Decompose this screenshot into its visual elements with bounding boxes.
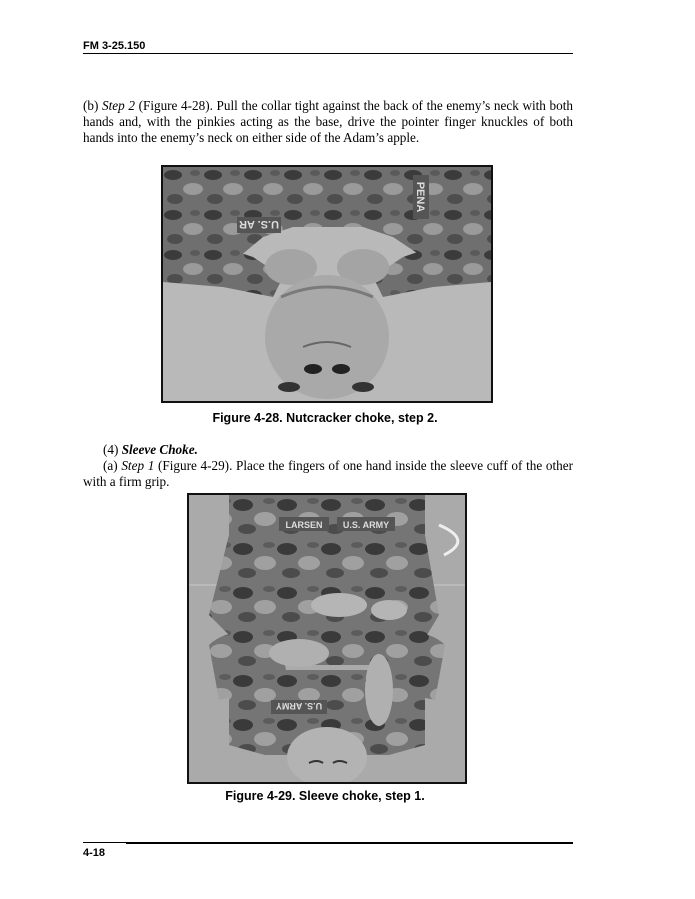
para-text: (Figure 4-29). Place the fingers of one hand inside the sleeve cuff of the other with a firm grip. — [83, 458, 573, 489]
step-label: Step 1 — [121, 458, 155, 473]
paragraph-step-2 — [83, 98, 573, 146]
section-heading — [83, 442, 573, 458]
header-rule — [83, 53, 573, 54]
section-prefix: (4) — [103, 442, 122, 457]
figure-4-28-caption: Figure 4-28. Nutcracker choke, step 2. — [212, 411, 438, 425]
para-text: (Figure 4-28). Pull the collar tight against the back of the enemy’s neck with both hands and, with the pinkies acting as the base, drive the pointer finger knuckles of both hands into the enemy’s neck on either side of the Adam’s apple. — [83, 98, 573, 145]
figure-4-29-caption: Figure 4-29. Sleeve choke, step 1. — [225, 789, 425, 803]
tape-larsen: LARSEN — [285, 520, 323, 530]
figure-4-28-photo — [161, 165, 493, 403]
para-prefix: (b) — [83, 98, 103, 113]
section-title: Sleeve Choke. — [121, 442, 198, 457]
page-number: 4-18 — [83, 847, 106, 859]
tape-us-army-bottom: U.S. ARMY — [275, 701, 323, 711]
tape-us-army-top: U.S. ARMY — [342, 520, 390, 530]
paragraph-step-1 — [83, 458, 573, 490]
footer-rule-thick — [126, 842, 573, 844]
tape-pena: PENA — [414, 181, 426, 213]
tape-usar: U.S. AR — [239, 218, 279, 230]
running-header: FM 3-25.150 — [83, 40, 146, 52]
step-label: Step 2 — [102, 98, 135, 113]
para-prefix: (a) — [103, 458, 122, 473]
figure-4-29-photo — [187, 493, 467, 784]
